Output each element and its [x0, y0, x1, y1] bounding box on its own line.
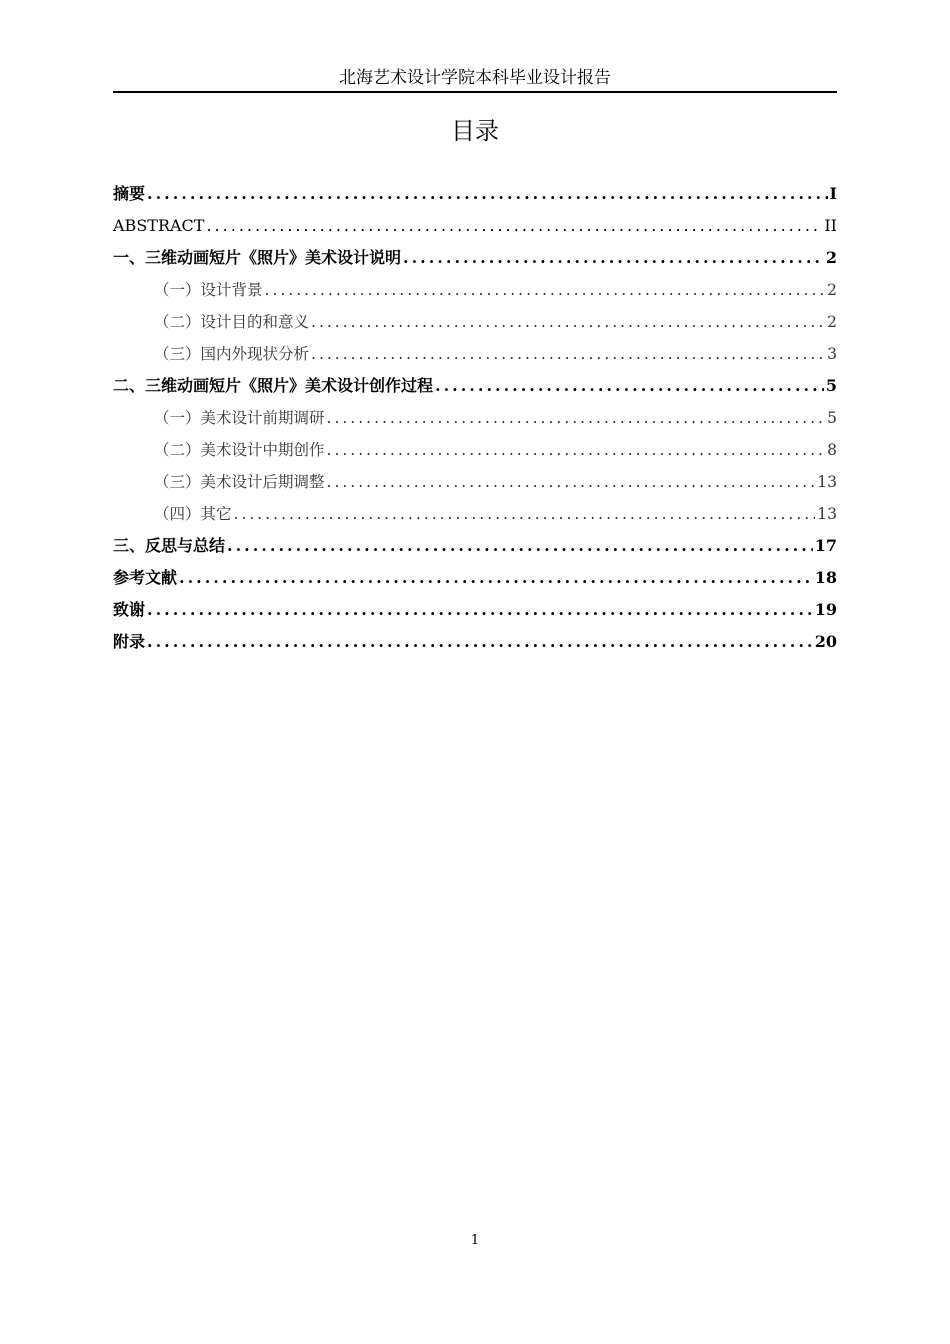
header-divider — [113, 91, 837, 93]
toc-entry-section-2-3[interactable] — [113, 466, 837, 498]
toc-entry-label: （一）设计背景 — [154, 281, 263, 299]
toc-entry-label: 附录 — [113, 632, 146, 651]
toc-entry-section-2-2[interactable] — [113, 434, 837, 466]
toc-entry-label: 一、三维动画短片《照片》美术设计说明 — [113, 248, 402, 267]
toc-entry-chapter-2[interactable] — [113, 370, 837, 402]
toc-entry-acknowledgements[interactable] — [113, 594, 837, 626]
toc-entry-label: 三、反思与总结 — [113, 536, 226, 555]
dot-leader — [327, 402, 826, 434]
toc-entry-label: ABSTRACT — [113, 216, 205, 235]
toc-entry-page: 18 — [814, 568, 837, 587]
page-header: 北海艺术设计学院本科毕业设计报告 — [339, 68, 611, 88]
toc-entry-section-1-1[interactable] — [113, 274, 837, 306]
toc-entry-label: （一）美术设计前期调研 — [154, 409, 325, 427]
toc-entry-page: 3 — [827, 345, 837, 363]
dot-leader — [147, 594, 813, 626]
toc-entry-abstract-en[interactable] — [113, 210, 837, 242]
toc-entry-label: 摘要 — [113, 184, 146, 203]
dot-leader — [147, 178, 828, 210]
toc-entry-label: （二）美术设计中期创作 — [154, 441, 325, 459]
toc-entry-label: 二、三维动画短片《照片》美术设计创作过程 — [113, 376, 434, 395]
toc-entry-appendix[interactable] — [113, 626, 837, 658]
dot-leader — [265, 274, 826, 306]
toc-entry-page: 17 — [814, 536, 837, 555]
toc-entry-section-1-3[interactable] — [113, 338, 837, 370]
toc-entry-label: 致谢 — [113, 600, 146, 619]
toc-entry-references[interactable] — [113, 562, 837, 594]
toc-entry-chapter-1[interactable] — [113, 242, 837, 274]
toc-entry-section-1-2[interactable] — [113, 306, 837, 338]
toc-title: 目录 — [451, 117, 499, 145]
dot-leader — [227, 530, 813, 562]
toc-entry-chapter-3[interactable] — [113, 530, 837, 562]
toc-entry-section-2-1[interactable] — [113, 402, 837, 434]
dot-leader — [327, 466, 816, 498]
toc-entry-page: 2 — [825, 248, 837, 267]
toc-entry-page: 5 — [825, 376, 837, 395]
toc-entry-label: （四）其它 — [154, 505, 232, 523]
dot-leader — [311, 338, 825, 370]
dot-leader — [147, 626, 813, 658]
toc-entry-label: （三）国内外现状分析 — [154, 345, 310, 363]
page-number: 1 — [470, 1233, 480, 1248]
toc-entry-abstract-cn[interactable] — [113, 178, 837, 210]
toc-entry-page: 20 — [814, 632, 837, 651]
toc-entry-page: 19 — [814, 600, 837, 619]
toc-entry-label: （三）美术设计后期调整 — [154, 473, 325, 491]
dot-leader — [403, 242, 824, 274]
dot-leader — [206, 210, 822, 242]
toc-entry-page: I — [829, 184, 837, 203]
dot-leader — [327, 434, 826, 466]
dot-leader — [234, 498, 816, 530]
dot-leader — [435, 370, 824, 402]
toc-entry-section-2-4[interactable] — [113, 498, 837, 530]
toc-entry-page: II — [824, 216, 837, 235]
dot-leader — [311, 306, 825, 338]
toc-entry-page: 13 — [817, 473, 837, 491]
toc-entry-label: （二）设计目的和意义 — [154, 313, 310, 331]
dot-leader — [179, 562, 813, 594]
toc-entry-page: 8 — [827, 441, 837, 459]
toc-entry-page: 2 — [827, 313, 837, 331]
toc-entry-page: 13 — [817, 505, 837, 523]
toc-entry-page: 2 — [827, 281, 837, 299]
toc-entry-page: 5 — [827, 409, 837, 427]
toc-entry-label: 参考文献 — [113, 568, 178, 587]
